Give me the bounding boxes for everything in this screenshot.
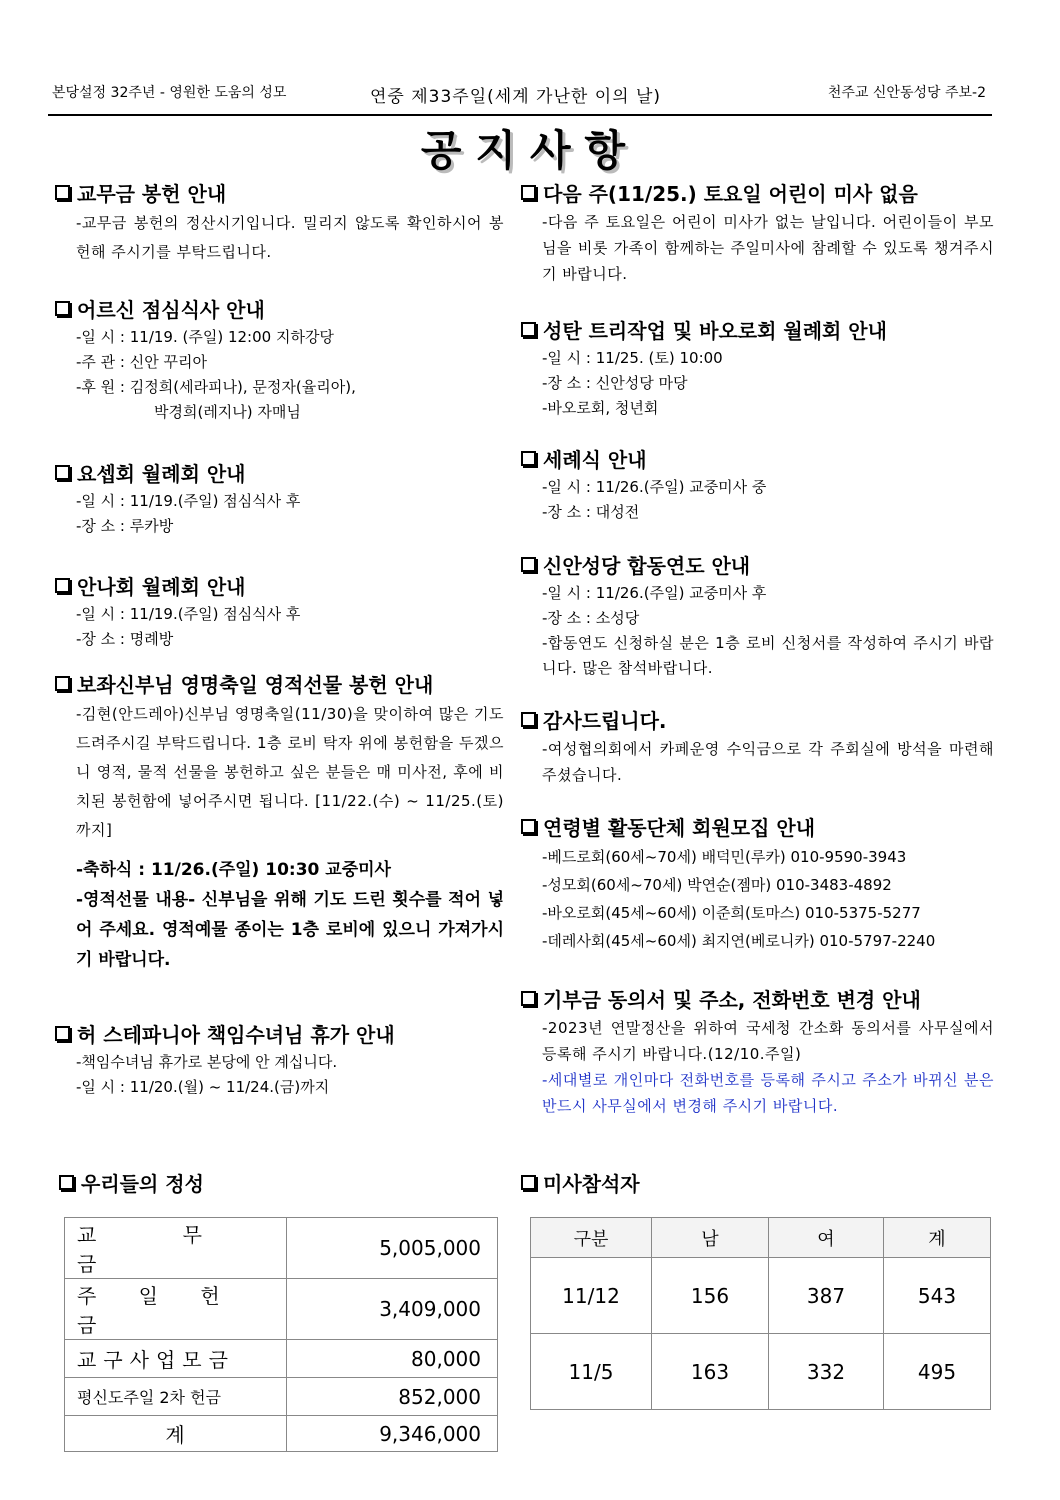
offering-title-text: 우리들의 정성 (81, 1172, 204, 1196)
table-header-row (531, 1218, 991, 1258)
section-title: 교무금 봉헌 안내 (77, 182, 227, 206)
header-right: 천주교 신안동성당 주보-2 (827, 85, 986, 101)
section-title: 보좌신부님 영명축일 영적선물 봉헌 안내 (77, 673, 434, 697)
section-title: 요셉회 월례회 안내 (77, 462, 246, 486)
attendance-female: 387 (769, 1258, 884, 1334)
header-center: 연중 제33주일(세계 가난한 이의 날) (370, 87, 661, 107)
table-row (65, 1218, 498, 1279)
attendance-male: 156 (652, 1258, 769, 1334)
section-line: 박경희(레지나) 자매님 (154, 403, 301, 421)
section-line: -일 시 : 11/26.(주일) 교중미사 중 (542, 478, 767, 496)
section-line: -장 소 : 명례방 (76, 630, 174, 648)
checkbox-bullet-icon (55, 676, 70, 691)
section-line: -일 시 : 11/20.(월) ~ 11/24.(금)까지 (76, 1078, 330, 1096)
section-title: 안나회 월례회 안내 (77, 575, 246, 599)
attendance-male: 163 (652, 1334, 769, 1410)
checkbox-bullet-icon (59, 1175, 74, 1190)
table-row (531, 1258, 991, 1334)
notice-sister-vacation (52, 1019, 504, 1100)
checkbox-bullet-icon (55, 578, 70, 593)
section-line: -장 소 : 루카방 (76, 517, 174, 535)
section-line: -일 시 : 11/25. (토) 10:00 (542, 349, 723, 367)
column-header: 남 (652, 1218, 769, 1258)
section-title: 연령별 활동단체 회원모집 안내 (543, 816, 816, 840)
checkbox-bullet-icon (55, 1026, 70, 1041)
right-column (518, 178, 994, 1119)
checkbox-bullet-icon (521, 322, 536, 337)
notice-christmas-tree (518, 315, 994, 444)
section-line: -바오로회(45세~60세) 이준희(토마스) 010-5375-5277 (542, 904, 921, 922)
offering-label: 교구사업모금 (65, 1340, 287, 1378)
attendance-date: 11/5 (531, 1334, 652, 1410)
checkbox-bullet-icon (521, 1175, 536, 1190)
attendance-title-text: 미사참석자 (543, 1172, 640, 1196)
celebration-line: -축하식 : 11/26.(주일) 10:30 교중미사 (76, 860, 391, 880)
table-row (65, 1378, 498, 1416)
section-line: -일 시 : 11/19. (주일) 12:00 지하강당 (76, 328, 334, 346)
section-text: -다음 주 토요일은 어린이 미사가 없는 날입니다. 어린이들이 부모님을 비롯 가족이 함께하는 주일미사에 참례할 수 있도록 챙겨주시기 바랍니다. (542, 213, 994, 283)
offering-label: 주 일 헌 금 (65, 1279, 287, 1340)
notice-no-children-mass (518, 178, 994, 315)
table-row (65, 1279, 498, 1340)
section-line: -베드로회(60세~70세) 배덕민(루카) 010-9590-3943 (542, 848, 907, 866)
section-title: 허 스테파니아 책임수녀님 휴가 안내 (77, 1023, 395, 1047)
section-line: -장 소 : 대성전 (542, 503, 640, 521)
column-header: 여 (769, 1218, 884, 1258)
section-line: -장 소 : 소성당 (542, 609, 640, 627)
checkbox-bullet-icon (521, 819, 536, 834)
highlight-text: -세대별로 개인마다 전화번호를 등록해 주시고 주소가 바뀌신 분은 반드시 사무실에서 변경해 주시기 바랍니다. (542, 1071, 994, 1115)
offering-label: 평신도주일 2차 헌금 (65, 1378, 287, 1416)
table-row (531, 1334, 991, 1410)
attendance-total: 495 (884, 1334, 991, 1410)
section-line: -데레사회(45세~60세) 최지연(베로니카) 010-5797-2240 (542, 932, 936, 950)
section-title: 세례식 안내 (543, 448, 647, 472)
attendance-female: 332 (769, 1334, 884, 1410)
notice-priest-feast (52, 669, 504, 1019)
section-title: 다음 주(11/25.) 토요일 어린이 미사 없음 (543, 182, 918, 206)
checkbox-bullet-icon (521, 557, 536, 572)
notice-anna-meeting (52, 571, 504, 669)
offering-value: 3,409,000 (287, 1279, 498, 1340)
section-text: -교무금 봉헌의 정산시기입니다. 밀리지 않도록 확인하시어 봉헌해 주시기를 부탁드립니다. (76, 214, 504, 261)
section-text: -합동연도 신청하실 분은 1층 로비 신청서를 작성하여 주시기 바랍니다. 많은 참석바랍니다. (542, 634, 994, 677)
notice-senior-lunch (52, 294, 504, 458)
section-text: -김현(안드레아)신부님 영명축일(11/30)을 맞이하여 많은 기도 드려주시길 부탁드립니다. 1층 로비 탁자 위에 봉헌함을 두겠으니 영적, 물적 선물을 봉헌하고 싶은 분들은 매 미사전, 후에 비치된 봉헌함에 넣어주시면 됩니다. [11/22.(수) ~ 11/25.(토)까지] (76, 705, 504, 839)
attendance-table (530, 1217, 991, 1410)
column-header: 구분 (531, 1218, 652, 1258)
section-line: -바오로회, 청년회 (542, 399, 659, 417)
checkbox-bullet-icon (521, 991, 536, 1006)
checkbox-bullet-icon (521, 712, 536, 727)
spiritual-gift-text: -영적선물 내용- 신부님을 위해 기도 드린 횟수를 적어 넣어 주세요. 영적예물 종이는 1층 로비에 있으니 가져가시기 바랍니다. (76, 890, 504, 970)
section-line: -일 시 : 11/19.(주일) 점심식사 후 (76, 605, 301, 623)
attendance-total: 543 (884, 1258, 991, 1334)
offering-value: 852,000 (287, 1378, 498, 1416)
section-title: 성탄 트리작업 및 바오로회 월례회 안내 (543, 319, 887, 343)
notice-tithe (52, 178, 504, 294)
checkbox-bullet-icon (521, 185, 536, 200)
checkbox-bullet-icon (55, 185, 70, 200)
offering-table (64, 1217, 498, 1452)
section-title: 신안성당 합동연도 안내 (543, 554, 751, 578)
page-title: 공지사항 (420, 126, 640, 175)
section-line: -책임수녀님 휴가로 본당에 안 계십니다. (76, 1053, 338, 1071)
section-title: 감사드립니다. (543, 709, 667, 733)
offering-total-value: 9,346,000 (287, 1416, 498, 1452)
section-line: -주 관 : 신안 꾸리아 (76, 353, 207, 371)
section-line: -후 원 : 김정희(세라피나), 문정자(율리아), (76, 378, 356, 396)
section-title: 어르신 점심식사 안내 (77, 298, 265, 322)
notice-donation-consent (518, 984, 994, 1119)
offering-title (56, 1168, 204, 1197)
section-text: -2023년 연말정산을 위하여 국세청 간소화 동의서를 사무실에서 등록해 주시기 바랍니다.(12/10.주일) (542, 1019, 994, 1063)
column-header: 계 (884, 1218, 991, 1258)
table-row (65, 1416, 498, 1452)
notice-memorial-prayer (518, 550, 994, 705)
section-title: 기부금 동의서 및 주소, 전화번호 변경 안내 (543, 988, 921, 1012)
notice-thanks (518, 705, 994, 812)
notice-baptism (518, 444, 994, 550)
attendance-date: 11/12 (531, 1258, 652, 1334)
header-left: 본당설정 32주년 - 영원한 도움의 성모 (52, 85, 287, 101)
bulletin-header (48, 80, 992, 116)
checkbox-bullet-icon (55, 465, 70, 480)
attendance-title (518, 1168, 640, 1197)
offering-value: 80,000 (287, 1340, 498, 1378)
offering-total-label: 계 (65, 1416, 287, 1452)
notice-group-recruitment (518, 812, 994, 984)
section-text: -여성협의회에서 카페운영 수익금으로 각 주회실에 방석을 마련해 주셨습니다. (542, 740, 994, 784)
checkbox-bullet-icon (55, 301, 70, 316)
table-row (65, 1340, 498, 1378)
section-line: -장 소 : 신안성당 마당 (542, 374, 688, 392)
left-column (52, 178, 504, 1100)
section-line: -성모회(60세~70세) 박연순(젬마) 010-3483-4892 (542, 876, 892, 894)
section-line: -일 시 : 11/19.(주일) 점심식사 후 (76, 492, 301, 510)
checkbox-bullet-icon (521, 451, 536, 466)
offering-label: 교 무 금 (65, 1218, 287, 1279)
notice-joseph-meeting (52, 458, 504, 571)
section-line: -일 시 : 11/26.(주일) 교중미사 후 (542, 584, 767, 602)
offering-value: 5,005,000 (287, 1218, 498, 1279)
